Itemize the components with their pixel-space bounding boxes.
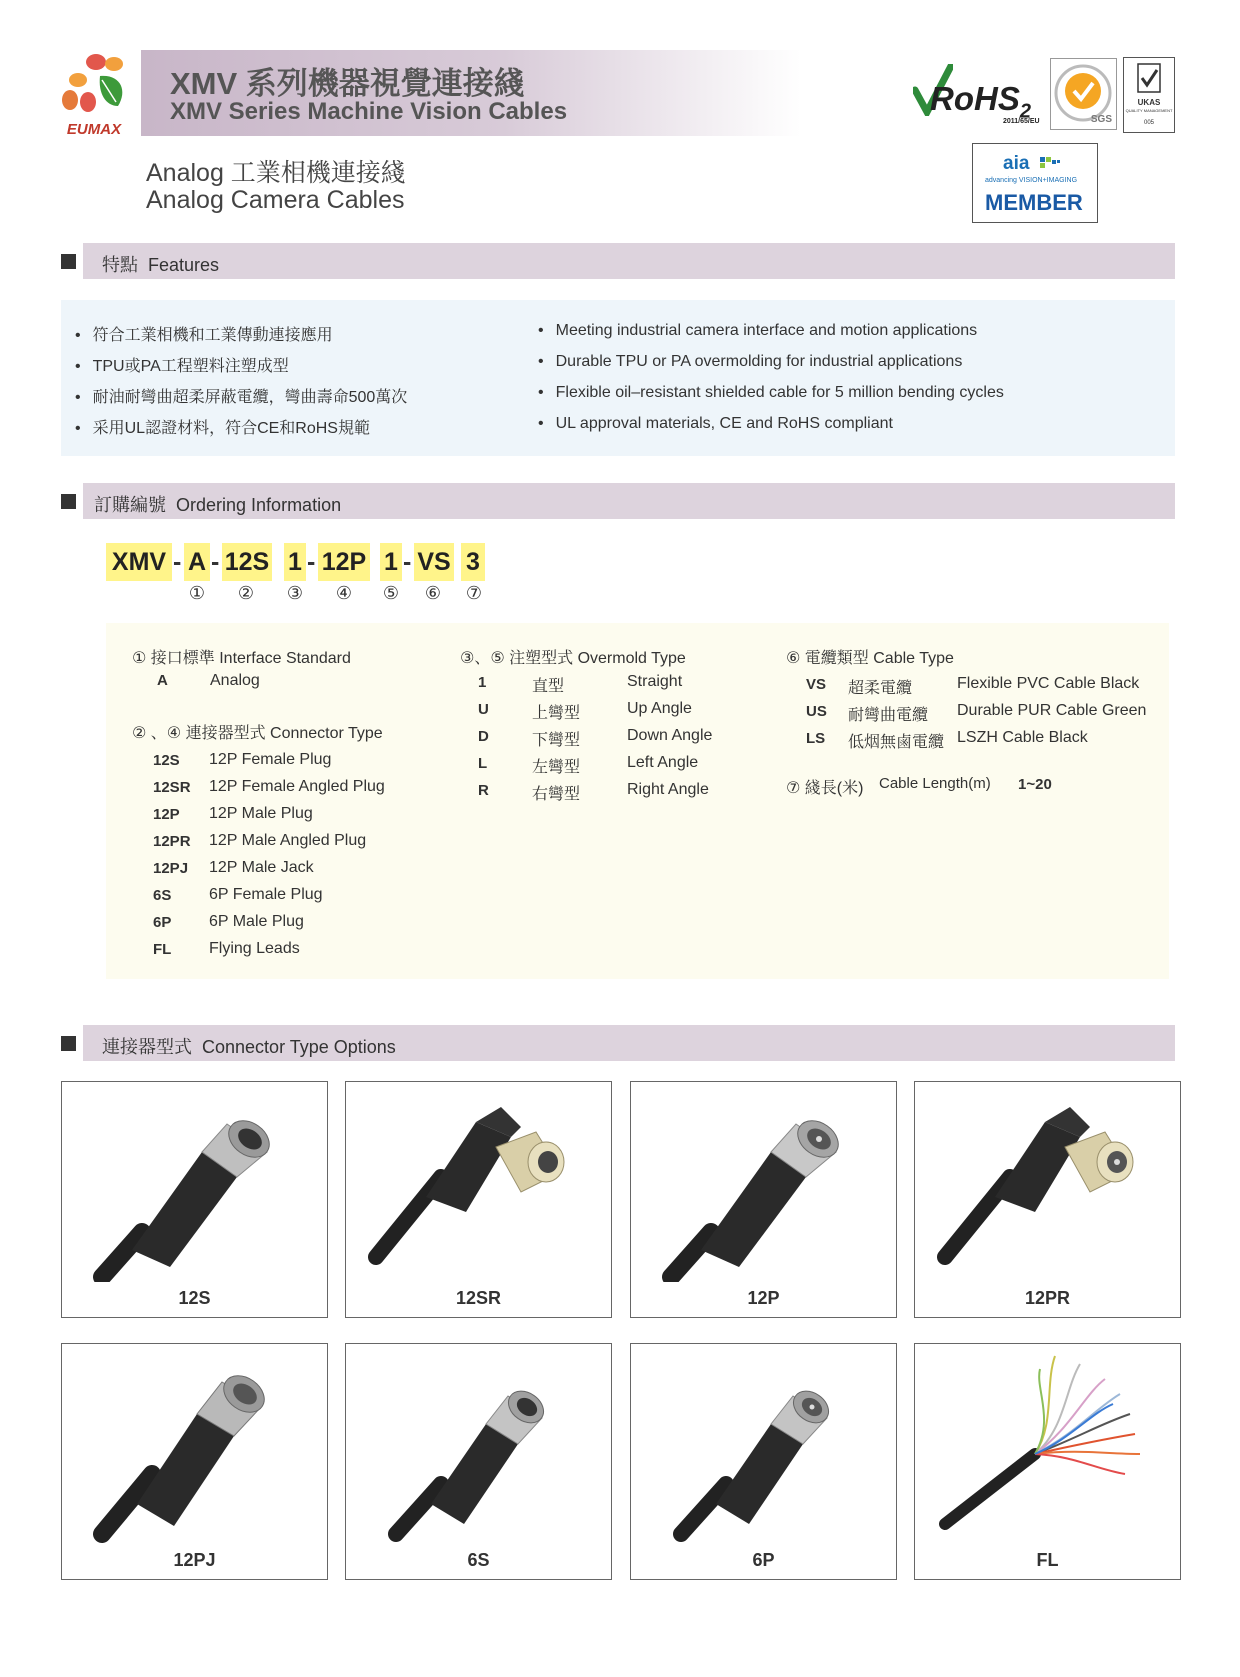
code-dash: - — [173, 548, 182, 576]
cable-en: Flexible PVC Cable Black — [957, 675, 1140, 692]
straight-male-connector-icon — [631, 1082, 895, 1282]
angled-female-connector-icon — [346, 1082, 610, 1282]
ukas-sub: QUALITY MANAGEMENT — [1125, 108, 1173, 113]
straight-female-connector-icon — [62, 1082, 326, 1282]
position-number: ③ — [286, 583, 304, 603]
rohs-label: RoHS$_2$ — [930, 80, 1031, 123]
overmold-en: Right Angle — [627, 781, 709, 798]
connector-name: 12P Male Jack — [209, 859, 314, 876]
overmold-en: Left Angle — [627, 754, 699, 771]
connector-card-12pj[interactable] — [61, 1343, 328, 1580]
cable-en: Durable PUR Cable Green — [957, 702, 1147, 719]
connector-card-label: 6S — [467, 1550, 490, 1570]
connector-code: FL — [153, 941, 172, 958]
connector-code: 6P — [153, 914, 172, 931]
features-heading: 特點 Features — [102, 255, 220, 275]
position-number: ② — [237, 583, 255, 603]
overmold-code: 1 — [478, 674, 487, 691]
overmold-en: Down Angle — [627, 727, 713, 744]
interface-name: Analog — [210, 672, 260, 689]
connector-code: 12PR — [153, 833, 191, 850]
connector-code: 6S — [153, 887, 172, 904]
code-part-length: 3 — [461, 543, 485, 581]
connector-name: Flying Leads — [209, 940, 300, 957]
length-title: ⑦ 綫長(米) — [786, 780, 864, 797]
connector-card-label: FL — [1036, 1550, 1059, 1570]
connector-card-6s[interactable] — [345, 1343, 612, 1580]
section-square-icon — [61, 1036, 76, 1051]
aia-pixel-icon — [1040, 157, 1062, 176]
code-part-overmold-2: 1 — [380, 543, 402, 581]
cable-zh: 低烟無鹵電纜 — [848, 734, 945, 751]
code-part-interface: A — [184, 543, 210, 581]
feature-zh-4: • 采用UL認證材料，符合CE和RoHS規範 — [75, 415, 370, 438]
connector-code: 12PJ — [153, 860, 189, 877]
page-title-en: XMV Series Machine Vision Cables — [170, 98, 568, 125]
interface-title: ① 接口標準 Interface Standard — [132, 650, 351, 667]
length-value: 1~20 — [1018, 776, 1052, 793]
feature-zh-1: • 符合工業相機和工業傳動連接應用 — [75, 322, 333, 345]
connector-code: 12S — [153, 752, 180, 769]
brand-name: EUMAX — [66, 121, 122, 138]
6p-female-connector-icon — [346, 1344, 610, 1544]
connector-name: 6P Female Plug — [209, 886, 323, 903]
connector-code: 12P — [153, 806, 180, 823]
overmold-title: ③、⑤ 注塑型式 Overmold Type — [460, 650, 686, 667]
ordering-heading: 訂購編號 Ordering Information — [94, 495, 342, 515]
position-number: ⑦ — [465, 583, 483, 603]
subtitle-en: Analog Camera Cables — [146, 186, 405, 214]
connector-card-12sr[interactable] — [345, 1081, 612, 1318]
connector-card-12pr[interactable] — [914, 1081, 1181, 1318]
cable-zh: 超柔電纜 — [848, 680, 913, 697]
feature-en-1: • Meeting industrial camera interface and motion applications — [538, 322, 977, 340]
overmold-zh: 左彎型 — [532, 759, 581, 776]
overmold-code: D — [478, 728, 489, 745]
connector-name: 12P Male Plug — [209, 805, 313, 822]
code-dash: - — [211, 548, 220, 576]
section-square-icon — [61, 494, 76, 509]
feature-en-3: • Flexible oil–resistant shielded cable for 5 million bending cycles — [538, 384, 1004, 402]
connector-card-label: 12PJ — [173, 1550, 216, 1570]
overmold-code: L — [478, 755, 488, 772]
flying-leads-icon — [915, 1344, 1179, 1544]
angled-male-connector-icon — [915, 1082, 1179, 1282]
connector-name: 6P Male Plug — [209, 913, 304, 930]
connector-name: 12P Female Angled Plug — [209, 778, 385, 795]
cable-code: LS — [806, 730, 826, 747]
overmold-zh: 下彎型 — [532, 732, 581, 749]
connector-card-fl[interactable] — [914, 1343, 1181, 1580]
overmold-zh: 直型 — [532, 678, 565, 695]
cable-en: LSZH Cable Black — [957, 729, 1088, 746]
overmold-code: R — [478, 782, 489, 799]
connector-card-6p[interactable] — [630, 1343, 897, 1580]
cable-code: US — [806, 703, 827, 720]
position-number: ④ — [335, 583, 353, 603]
position-number: ⑥ — [424, 583, 442, 603]
connector-title: ② 、④ 連接器型式 Connector Type — [132, 725, 383, 742]
page-title-zh: XMV 系列機器視覺連接綫 — [170, 66, 525, 101]
code-dash: - — [307, 548, 316, 576]
connector-card-12s[interactable] — [61, 1081, 328, 1318]
code-part-overmold-1: 1 — [284, 543, 306, 581]
connector-card-label: 12P — [747, 1288, 780, 1308]
overmold-en: Straight — [627, 673, 683, 690]
connector-name: 12P Female Plug — [209, 751, 332, 768]
subtitle-zh: Analog 工業相機連接綫 — [146, 159, 406, 187]
overmold-code: U — [478, 701, 489, 718]
overmold-zh: 右彎型 — [532, 786, 581, 803]
code-part-series: XMV — [106, 543, 172, 581]
male-jack-connector-icon — [62, 1344, 326, 1544]
connector-card-label: 6P — [752, 1550, 775, 1570]
cable-title: ⑥ 電纜類型 Cable Type — [786, 650, 954, 667]
connector-code: 12SR — [153, 779, 191, 796]
sgs-badge — [1050, 58, 1117, 130]
code-part-connector-1: 12S — [222, 543, 272, 581]
ukas-code: 005 — [1143, 120, 1154, 126]
options-heading: 連接器型式 Connector Type Options — [102, 1037, 396, 1057]
position-number: ① — [188, 583, 206, 603]
connector-card-label: 12SR — [455, 1288, 502, 1308]
code-part-connector-2: 12P — [318, 543, 370, 581]
aia-tagline: advancing VISION+IMAGING — [985, 177, 1078, 184]
section-square-icon — [61, 254, 76, 269]
feature-en-2: • Durable TPU or PA overmolding for industrial applications — [538, 353, 962, 371]
ukas-label: UKAS — [1137, 98, 1161, 107]
length-label: Cable Length(m) — [879, 775, 991, 792]
code-dash: - — [403, 548, 412, 576]
ukas-badge — [1123, 57, 1175, 133]
connector-card-12p[interactable] — [630, 1081, 897, 1318]
overmold-en: Up Angle — [627, 700, 692, 717]
feature-zh-3: • 耐油耐彎曲超柔屏蔽電纜，彎曲壽命500萬次 — [75, 384, 407, 407]
position-number: ⑤ — [382, 583, 400, 603]
aia-logo: aia — [1003, 153, 1030, 174]
interface-code: A — [157, 672, 168, 689]
connector-name: 12P Male Angled Plug — [209, 832, 367, 849]
connector-card-label: 12S — [178, 1288, 211, 1308]
rohs-sub: 2011/65/EU — [1003, 118, 1040, 125]
feature-en-4: • UL approval materials, CE and RoHS compliant — [538, 415, 893, 433]
cable-code: VS — [806, 676, 827, 693]
aia-member-label: MEMBER — [985, 190, 1083, 215]
cable-zh: 耐彎曲電纜 — [848, 707, 929, 724]
overmold-zh: 上彎型 — [532, 705, 581, 722]
features-section-bar — [83, 243, 1175, 279]
connector-card-label: 12PR — [1024, 1288, 1071, 1308]
6p-male-connector-icon — [631, 1344, 895, 1544]
code-part-cable: VS — [414, 543, 454, 581]
sgs-label: SGS — [1090, 114, 1112, 125]
feature-zh-2: • TPU或PA工程塑料注塑成型 — [75, 353, 289, 376]
